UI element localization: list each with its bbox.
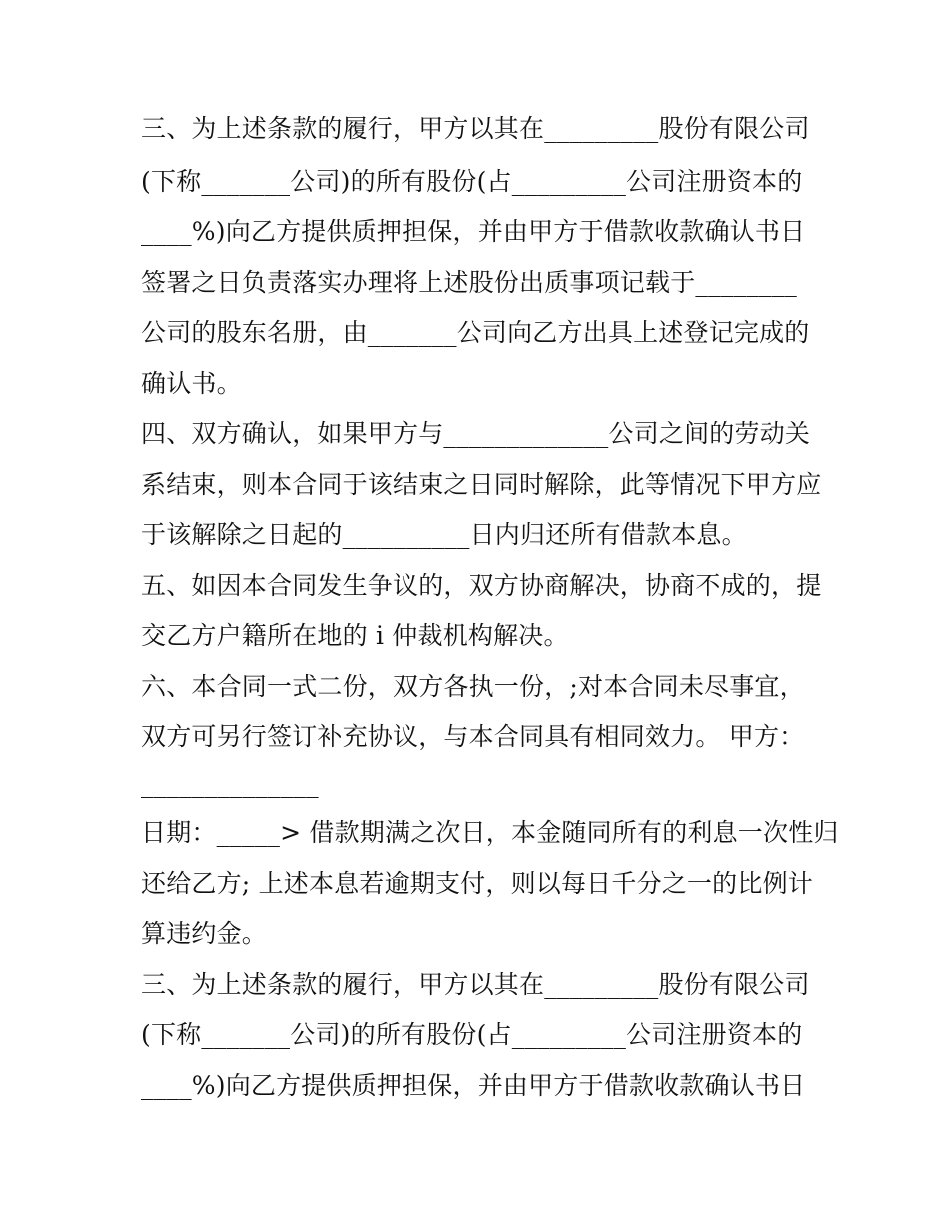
text-line: 三、为上述条款的履行，甲方以其在_________股份有限公司: [141, 970, 810, 999]
text-line: 算违约金。: [141, 919, 268, 948]
text-line: 五、如因本合同发生争议的，双方协商解决，协商不成的，提: [141, 571, 822, 600]
text-line: 还给乙方; 上述本息若逾期支付，则以每日千分之一的比例计: [141, 869, 813, 898]
text-line: (下称_______公司)的所有股份(占_________公司注册资本的: [141, 167, 803, 196]
text-line: 于该解除之日起的__________日内归还所有借款本息。: [141, 520, 747, 549]
text-line: 公司的股东名册，由_______公司向乙方出具上述登记完成的: [141, 318, 810, 347]
text-line: 三、为上述条款的履行，甲方以其在_________股份有限公司: [141, 114, 810, 143]
text-line: 日期：_____> 借款期满之次日，本金随同所有的利息一次性归: [141, 818, 839, 847]
text-line: 签署之日负责落实办理将上述股份出质事项记载于________: [141, 268, 798, 297]
text-line: (下称_______公司)的所有股份(占_________公司注册资本的: [141, 1020, 803, 1049]
text-line: ____%)向乙方提供质押担保，并由甲方于借款收款确认书日: [141, 217, 806, 246]
signature-blank: ______________: [141, 769, 319, 798]
text-line: 确认书。: [141, 369, 242, 398]
text-line: 双方可另行签订补充协议，与本合同具有相同效力。 甲方：: [141, 722, 805, 751]
text-line: 系结束，则本合同于该结束之日同时解除，此等情况下甲方应: [141, 470, 822, 499]
text-line: 六、本合同一式二份，双方各执一份，;对本合同未尽事宜，: [141, 672, 805, 701]
text-line: 四、双方确认，如果甲方与_____________公司之间的劳动关: [141, 419, 811, 448]
text-line: ____%)向乙方提供质押担保，并由甲方于借款收款确认书日: [141, 1071, 806, 1100]
text-line: 交乙方户籍所在地的 i 仲裁机构解决。: [141, 621, 569, 650]
